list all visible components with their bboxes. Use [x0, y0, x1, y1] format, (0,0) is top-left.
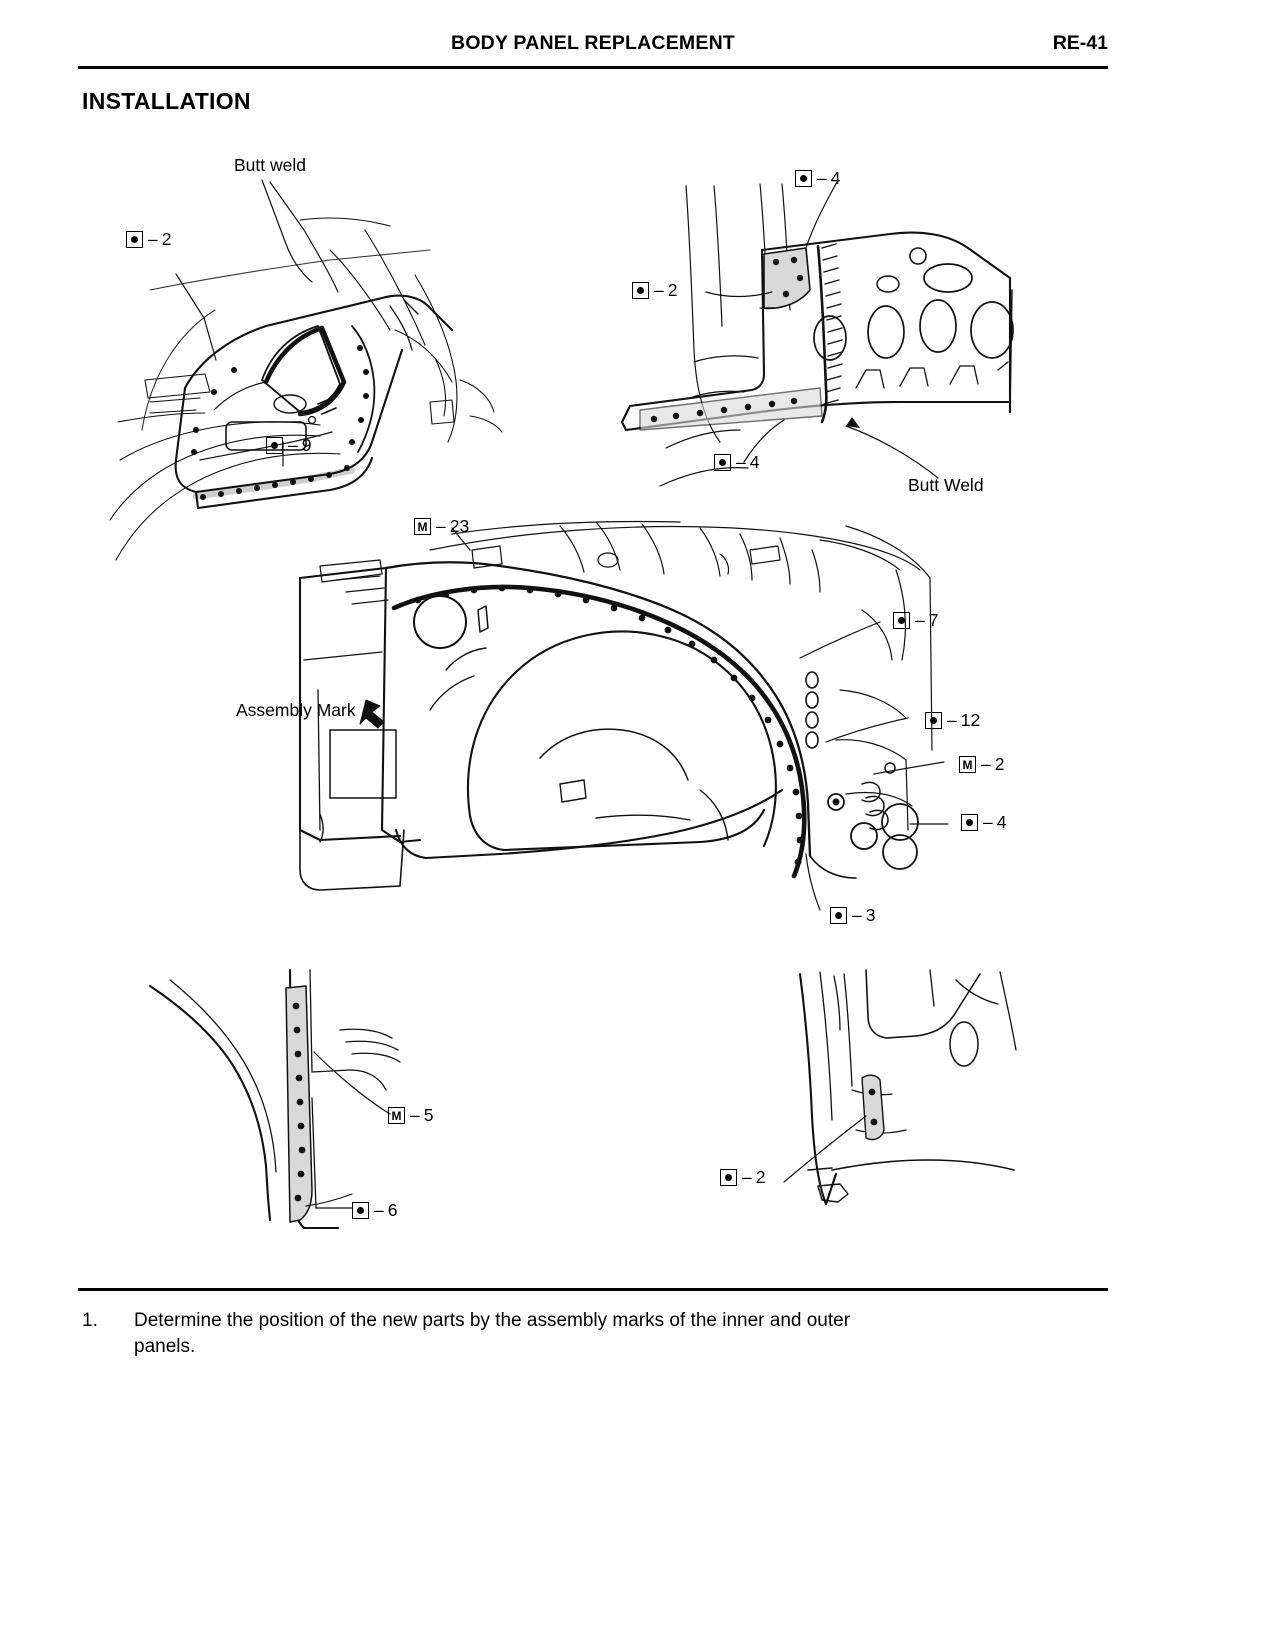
callout-spot-4-top-right-upper: [795, 168, 840, 189]
callout-spot-3: [830, 905, 875, 926]
callout-spot-2-top-right: [632, 280, 677, 301]
label-assembly-mark: Assembly Mark: [236, 700, 356, 720]
figure-middle-drawing: [300, 522, 948, 911]
callout-mig-2: [959, 754, 1004, 775]
spot-weld-icon: [720, 1169, 737, 1186]
figure-top-right-drawing: [622, 180, 1013, 486]
header-divider: [78, 66, 1108, 69]
mig-weld-icon: M: [414, 518, 431, 535]
figure-area: [0, 130, 1280, 1260]
callout-dash: –: [817, 168, 827, 188]
callout-spot-12: [925, 710, 980, 731]
callout-value: 3: [865, 905, 876, 925]
callout-dash: –: [436, 516, 446, 536]
step-text: Determine the position of the new parts by the assembly marks of the inner and outer panels.: [134, 1310, 851, 1358]
spot-weld-icon: [126, 231, 143, 248]
callout-value: 2: [755, 1167, 766, 1187]
page-header: [78, 32, 1108, 68]
callout-spot-6: [352, 1200, 397, 1221]
callout-dash: –: [288, 435, 298, 455]
callout-spot-7: [893, 610, 938, 631]
callout-spot-9-top-left: [266, 435, 311, 456]
callout-dash: –: [981, 754, 991, 774]
callout-dash: –: [410, 1105, 420, 1125]
spot-weld-icon: [714, 454, 731, 471]
callout-dash: –: [148, 229, 158, 249]
spot-weld-icon: [961, 814, 978, 831]
callout-mig-5: [388, 1105, 433, 1126]
callout-value: 7: [928, 610, 939, 630]
step-number: 1.: [82, 1310, 98, 1331]
callout-value: 5: [423, 1105, 434, 1125]
spot-weld-icon: [266, 437, 283, 454]
figure-bottom-right-drawing: [784, 970, 1016, 1204]
callout-spot-2-bottom-right: [720, 1167, 765, 1188]
callout-value: 4: [749, 452, 760, 472]
callout-dash: –: [852, 905, 862, 925]
section-title: INSTALLATION: [82, 88, 251, 114]
callout-value: 2: [994, 754, 1005, 774]
callout-value: 2: [667, 280, 678, 300]
callout-dash: –: [947, 710, 957, 730]
callout-spot-4-middle: [961, 812, 1006, 833]
callout-value: 23: [449, 516, 470, 536]
callout-value: 2: [161, 229, 172, 249]
callout-dash: –: [915, 610, 925, 630]
callout-dash: –: [654, 280, 664, 300]
spot-weld-icon: [893, 612, 910, 629]
spot-weld-icon: [795, 170, 812, 187]
header-title: BODY PANEL REPLACEMENT: [451, 32, 735, 54]
mig-weld-icon: M: [959, 756, 976, 773]
page-number: RE-41: [1052, 32, 1108, 54]
callout-spot-2-top-left: [126, 229, 171, 250]
content-divider: [78, 1288, 1108, 1291]
label-butt-weld-top-right: Butt Weld: [908, 475, 984, 495]
callout-dash: –: [736, 452, 746, 472]
callout-value: 6: [387, 1200, 398, 1220]
spot-weld-icon: [632, 282, 649, 299]
callout-dash: –: [742, 1167, 752, 1187]
callout-dash: –: [983, 812, 993, 832]
callout-dash: –: [374, 1200, 384, 1220]
spot-weld-icon: [925, 712, 942, 729]
figure-bottom-left-drawing: [150, 970, 400, 1228]
spot-weld-icon: [352, 1202, 369, 1219]
callout-spot-4-top-right-lower: [714, 452, 759, 473]
callout-value: 9: [301, 435, 312, 455]
callout-mig-23: [414, 516, 469, 537]
label-butt-weld-top-left: Butt weld: [234, 155, 306, 175]
callout-value: 4: [996, 812, 1007, 832]
spot-weld-icon: [830, 907, 847, 924]
callout-value: 4: [830, 168, 841, 188]
mig-weld-icon: M: [388, 1107, 405, 1124]
callout-value: 12: [960, 710, 981, 730]
